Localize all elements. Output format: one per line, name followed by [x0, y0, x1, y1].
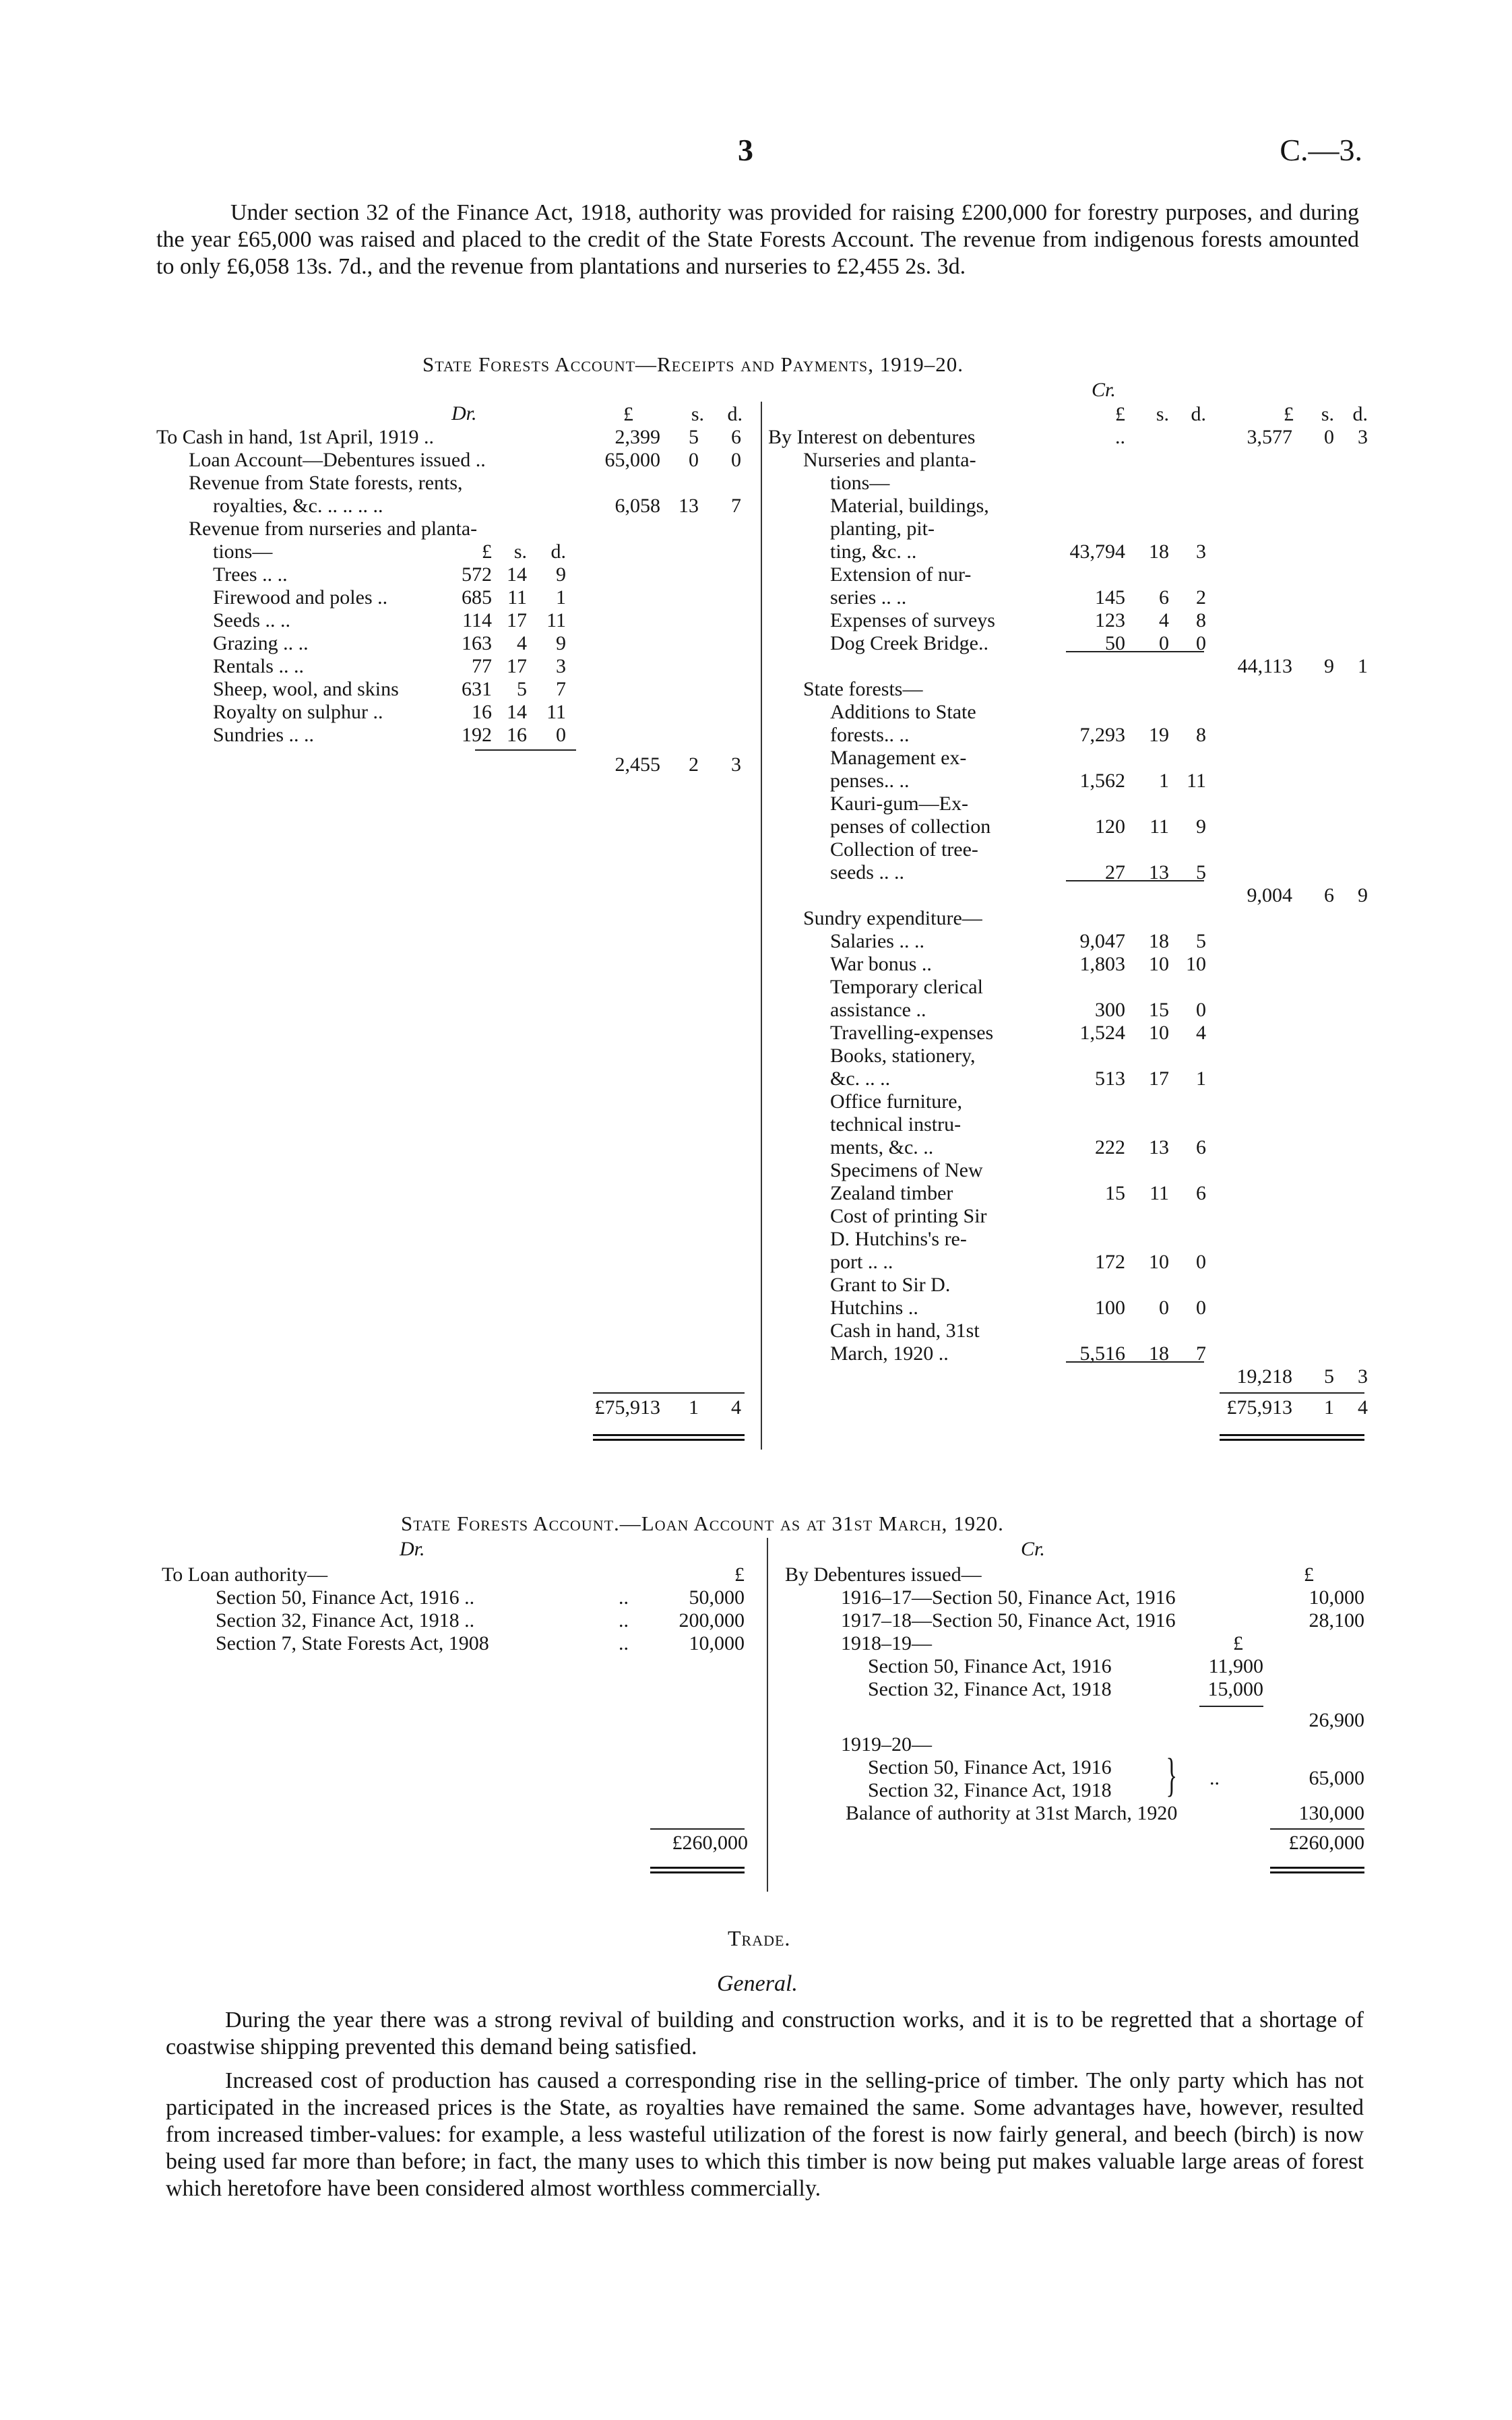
trade-paragraph-2: Increased cost of production has caused a corresponding rise in the selling-price of timber. The only party which has not participated in the increased prices is the State, as royalties have remained the same. Some advantages have, however, resulted from increased timber-values: for example, a less wasteful utilization of the forest is now fairly general, and beech (birch) is now being used far more than before; in fact, the many uses to which this timber is now being put makes valuable large areas of forest which heretofore have been considered almost worthless commercially. [166, 2068, 1364, 2201]
receipts-left-inner-shillings: 17 [507, 609, 527, 631]
receipts-left-total-pence: 4 [731, 1396, 741, 1419]
receipts-left-inner-shillings: 14 [507, 701, 527, 723]
receipts-right-inner-pence: 0 [1196, 1251, 1206, 1273]
receipts-dr-label: Dr. [451, 402, 477, 425]
receipts-right-shillings: 9 [1324, 655, 1334, 677]
receipts-left-inner-pounds: 192 [462, 724, 492, 746]
receipts-right-pence: 3 [1358, 1365, 1368, 1388]
receipts-left-inner-pence: 7 [556, 678, 566, 700]
receipts-right-label: Additions to State [830, 701, 976, 723]
receipts-right-label: penses of collection [830, 815, 991, 838]
receipts-right-inner-shillings: 6 [1159, 586, 1169, 609]
receipts-right-pounds: 9,004 [1247, 884, 1292, 906]
receipts-right-label: Office furniture, [830, 1090, 963, 1113]
receipts-right-label: penses.. .. [830, 770, 910, 792]
receipts-left-inner-shillings: 14 [507, 563, 527, 586]
receipts-right-inner-pence: 8 [1196, 609, 1206, 631]
receipts-left-inner-pence: 3 [556, 655, 566, 677]
receipts-right-inner-shillings: 18 [1149, 930, 1169, 952]
receipts-left-inner-shillings: 5 [517, 678, 527, 700]
receipts-right-label: Zealand timber [830, 1182, 953, 1204]
receipts-right-label: Cash in hand, 31st [830, 1320, 980, 1342]
receipts-right-inner-shilling-header: s. [1156, 403, 1169, 425]
receipts-right-inner-shillings: 10 [1149, 1022, 1169, 1044]
receipts-left-label: Loan Account—Debentures issued .. [189, 449, 486, 471]
receipts-left-inner-pounds: 631 [462, 678, 492, 700]
receipts-right-label: D. Hutchins's re- [830, 1228, 967, 1250]
receipts-right-label: Nurseries and planta- [803, 449, 976, 471]
loan-1918-19: 1918–19— [841, 1632, 932, 1654]
receipts-right-inner-pence: 3 [1196, 540, 1206, 563]
receipts-right-label: Grant to Sir D. [830, 1274, 951, 1296]
receipts-left-inner-pence: 1 [556, 586, 566, 609]
loan-title: State Forests Account.—Loan Account as at 31st March, 1920. [401, 1512, 1004, 1535]
loan-1917-18-amount: 28,100 [1309, 1609, 1364, 1632]
receipts-right-inner-pence: 10 [1186, 953, 1206, 975]
receipts-right-label: Hutchins .. [830, 1297, 918, 1319]
page-number: 3 [738, 133, 753, 167]
receipts-left-subtotal-pence: 3 [731, 753, 741, 776]
receipts-left-pence-header: d. [727, 403, 743, 425]
receipts-right-inner-pounds: 50 [1105, 632, 1125, 654]
receipts-right-pence: 3 [1358, 426, 1368, 448]
receipts-right-pence-header: d. [1352, 403, 1368, 425]
loan-left-item-amount: 50,000 [689, 1586, 745, 1609]
receipts-right-inner-pence: 8 [1196, 724, 1206, 746]
loan-1916-17: 1916–17—Section 50, Finance Act, 1916 [841, 1586, 1176, 1609]
receipts-left-pounds: 65,000 [604, 449, 660, 471]
receipts-right-inner-pounds: 1,803 [1079, 953, 1125, 975]
receipts-right-label: Kauri-gum—Ex- [830, 793, 968, 815]
loan-1919-20-amount: 65,000 [1309, 1767, 1364, 1789]
receipts-right-label: ments, &c. .. [830, 1136, 934, 1158]
receipts-left-shillings: 0 [689, 449, 699, 471]
receipts-right-inner-pence: 0 [1196, 632, 1206, 654]
receipts-right-inner-shillings: 10 [1149, 1251, 1169, 1273]
receipts-right-pounds: 44,113 [1237, 655, 1292, 677]
loan-left-currency: £ [734, 1563, 745, 1586]
loan-left-total: £260,000 [672, 1832, 748, 1854]
receipts-right-shillings: 5 [1324, 1365, 1334, 1388]
receipts-left-shillings: 5 [689, 426, 699, 448]
receipts-right-inner-pounds: 1,524 [1079, 1022, 1125, 1044]
receipts-right-label: Specimens of New [830, 1159, 983, 1181]
receipts-right-double-rule [1220, 1434, 1364, 1441]
receipts-left-pound-header: £ [623, 403, 633, 425]
receipts-left-label: Revenue from nurseries and planta- [189, 518, 478, 540]
receipts-left-inner-pence: d. [550, 540, 566, 563]
receipts-right-label: port .. .. [830, 1251, 893, 1273]
receipts-right-inner-pounds: 5,516 [1079, 1342, 1125, 1365]
loan-cr-label: Cr. [1021, 1538, 1045, 1560]
receipts-left-inner-pounds: 572 [462, 563, 492, 586]
receipts-left-label: Sheep, wool, and skins [213, 678, 399, 700]
receipts-right-inner-pounds: 172 [1095, 1251, 1125, 1273]
receipts-left-label: Grazing .. .. [213, 632, 309, 654]
receipts-left-label: royalties, &c. .. .. .. .. [213, 495, 383, 517]
receipts-right-inner-shillings: 15 [1149, 999, 1169, 1021]
receipts-right-pounds: 3,577 [1247, 426, 1292, 448]
receipts-right-inner-pounds: 300 [1095, 999, 1125, 1021]
loan-left-item: Section 50, Finance Act, 1916 .. [216, 1586, 475, 1609]
loan-right-currency: £ [1304, 1563, 1314, 1586]
receipts-right-inner-shillings: 19 [1149, 724, 1169, 746]
receipts-right-label: assistance .. [830, 999, 926, 1021]
receipts-right-inner-pounds: 15 [1105, 1182, 1125, 1204]
receipts-left-label: Rentals .. .. [213, 655, 304, 677]
receipts-left-inner-rule [475, 749, 576, 751]
trade-subheading: General. [717, 1971, 798, 1996]
loan-1918-19-s50: Section 50, Finance Act, 1916 [868, 1655, 1112, 1677]
receipts-right-inner-pounds: 513 [1095, 1067, 1125, 1090]
receipts-right-pounds: 19,218 [1236, 1365, 1292, 1388]
receipts-right-label: By Interest on debentures [768, 426, 976, 448]
receipts-right-inner-shillings: 13 [1149, 1136, 1169, 1158]
receipts-right-inner-pence: 7 [1196, 1342, 1206, 1365]
receipts-left-label: tions— [213, 540, 273, 563]
receipts-left-label: To Cash in hand, 1st April, 1919 .. [156, 426, 435, 448]
receipts-cr-label: Cr. [1092, 379, 1116, 401]
receipts-left-inner-pounds: 114 [462, 609, 492, 631]
receipts-right-inner-pence: 4 [1196, 1022, 1206, 1044]
receipts-right-shillings: 0 [1324, 426, 1334, 448]
loan-left-heading: To Loan authority— [162, 1563, 328, 1586]
receipts-right-inner-pence: 2 [1196, 586, 1206, 609]
receipts-right-inner-pence: 5 [1196, 930, 1206, 952]
loan-right-heading: By Debentures issued— [785, 1563, 982, 1586]
loan-1918-19-currency: £ [1233, 1632, 1243, 1654]
receipts-right-label: Salaries .. .. [830, 930, 924, 952]
loan-left-total-rule [650, 1828, 745, 1830]
receipts-left-shilling-header: s. [691, 403, 704, 425]
loan-right-total-rule [1270, 1828, 1364, 1830]
receipts-left-inner-pounds: 16 [472, 701, 492, 723]
receipts-right-inner-shillings: 0 [1159, 632, 1169, 654]
loan-left-item-dots: .. [619, 1609, 629, 1632]
receipts-right-label: Cost of printing Sir [830, 1205, 987, 1227]
receipts-right-label: Dog Creek Bridge.. [830, 632, 988, 654]
receipts-left-inner-pounds: 77 [472, 655, 492, 677]
receipts-right-total-pence: 4 [1358, 1396, 1368, 1419]
receipts-right-inner-pounds: 27 [1105, 861, 1125, 883]
receipts-right-inner-pound-header: £ [1115, 403, 1125, 425]
receipts-right-label: ting, &c. .. [830, 540, 917, 563]
receipts-right-inner-pence: 0 [1196, 999, 1206, 1021]
loan-1918-19-rule [1199, 1706, 1263, 1707]
receipts-right-pence: 1 [1358, 655, 1368, 677]
trade-heading: Trade. [728, 1926, 791, 1950]
receipts-left-total-pounds: £75,913 [594, 1396, 660, 1419]
receipts-right-inner-pounds: 120 [1095, 815, 1125, 838]
receipts-right-inner-pence-header: d. [1191, 403, 1206, 425]
receipts-right-inner-pounds: 145 [1095, 586, 1125, 609]
receipts-right-label: Management ex- [830, 747, 967, 769]
loan-dr-label: Dr. [400, 1538, 425, 1560]
receipts-left-pence: 7 [731, 495, 741, 517]
receipts-right-inner-shillings: 11 [1149, 1182, 1169, 1204]
receipts-right-label: Extension of nur- [830, 563, 972, 586]
receipts-right-label: Expenses of surveys [830, 609, 995, 631]
receipts-left-inner-shillings: s. [513, 540, 527, 563]
receipts-right-inner-shillings: 17 [1149, 1067, 1169, 1090]
loan-left-double-rule [650, 1867, 745, 1873]
receipts-right-label: Sundry expenditure— [803, 907, 982, 929]
receipts-right-total-pounds: £75,913 [1226, 1396, 1292, 1419]
loan-left-item: Section 32, Finance Act, 1918 .. [216, 1609, 475, 1632]
loan-right-double-rule [1270, 1867, 1364, 1873]
receipts-divider [761, 402, 762, 1450]
receipts-right-inner-pounds: 9,047 [1079, 930, 1125, 952]
receipts-right-total-rule [1220, 1392, 1364, 1394]
receipts-right-label: seeds .. .. [830, 861, 904, 883]
receipts-right-inner-shillings: 18 [1149, 540, 1169, 563]
receipts-right-inner-shillings: 0 [1159, 1297, 1169, 1319]
receipts-left-total-shillings: 1 [689, 1396, 699, 1419]
document-code: C.—3. [1280, 133, 1362, 167]
loan-balance-amount: 130,000 [1298, 1802, 1364, 1824]
receipts-left-label: Firewood and poles .. [213, 586, 388, 609]
receipts-left-label: Revenue from State forests, rents, [189, 472, 463, 494]
receipts-left-subtotal-pounds: 2,455 [615, 753, 660, 776]
receipts-right-label: Collection of tree- [830, 838, 978, 861]
receipts-left-label: Sundries .. .. [213, 724, 314, 746]
receipts-right-inner-pence: 1 [1196, 1067, 1206, 1090]
receipts-right-shillings: 6 [1324, 884, 1334, 906]
receipts-right-inner-pence: 6 [1196, 1136, 1206, 1158]
receipts-right-label: forests.. .. [830, 724, 910, 746]
loan-left-item: Section 7, State Forests Act, 1908 [216, 1632, 489, 1654]
receipts-right-label: &c. .. .. [830, 1067, 891, 1090]
loan-balance-label: Balance of authority at 31st March, 1920 [846, 1802, 1178, 1824]
receipts-right-label: March, 1920 .. [830, 1342, 949, 1365]
receipts-right-inner-pounds: 43,794 [1069, 540, 1125, 563]
receipts-right-label: tions— [830, 472, 890, 494]
loan-1918-19-total: 26,900 [1309, 1709, 1364, 1731]
receipts-left-pounds: 6,058 [615, 495, 660, 517]
loan-1919-20-brace: } [1166, 1749, 1178, 1801]
receipts-left-double-rule [593, 1434, 745, 1441]
loan-1919-20-dots: .. [1209, 1767, 1220, 1789]
receipts-left-label: Seeds .. .. [213, 609, 290, 631]
receipts-right-total-shillings: 1 [1324, 1396, 1334, 1419]
receipts-right-inner-pounds: 222 [1095, 1136, 1125, 1158]
trade-paragraph-1: During the year there was a strong revival of building and construction works, and it is to be regretted that a shortage of coastwise shipping prevented this demand being satisfied. [166, 2008, 1364, 2059]
receipts-right-label: planting, pit- [830, 518, 935, 540]
receipts-left-total-rule [593, 1392, 745, 1394]
receipts-right-inner-pounds: 7,293 [1079, 724, 1125, 746]
loan-1919-20: 1919–20— [841, 1733, 932, 1756]
loan-right-total: £260,000 [1288, 1832, 1364, 1854]
loan-1918-19-s32-amount: 15,000 [1207, 1678, 1263, 1700]
loan-1918-19-s32: Section 32, Finance Act, 1918 [868, 1678, 1112, 1700]
receipts-right-pound-header: £ [1284, 403, 1294, 425]
loan-1919-20-s50: Section 50, Finance Act, 1916 [868, 1756, 1112, 1778]
receipts-right-inner-shillings: 18 [1149, 1342, 1169, 1365]
intro-paragraph: Under section 32 of the Finance Act, 1918, authority was provided for raising £200,000 for forestry purposes, and during the year £65,000 was raised and placed to the credit of the State Forests Account. The revenue from indigenous forests amounted to only £6,058 13s. 7d., and the revenue from plantations and nurseries to £2,455 2s. 3d. [156, 200, 1359, 279]
receipts-right-inner-shillings: 11 [1149, 815, 1169, 838]
receipts-right-inner-pence: 0 [1196, 1297, 1206, 1319]
receipts-right-label: Temporary clerical [830, 976, 983, 998]
receipts-left-inner-pounds: 685 [462, 586, 492, 609]
receipts-right-pence: 9 [1358, 884, 1368, 906]
receipts-left-subtotal-shillings: 2 [689, 753, 699, 776]
receipts-right-inner-pounds: 1,562 [1079, 770, 1125, 792]
receipts-left-inner-pounds: £ [482, 540, 492, 563]
receipts-left-inner-pence: 0 [556, 724, 566, 746]
loan-left-item-dots: .. [619, 1632, 629, 1654]
receipts-left-inner-pence: 9 [556, 632, 566, 654]
receipts-right-label: Books, stationery, [830, 1045, 976, 1067]
loan-1917-18: 1917–18—Section 50, Finance Act, 1916 [841, 1609, 1176, 1632]
receipts-left-inner-shillings: 11 [507, 586, 527, 609]
receipts-right-inner-rule [1066, 1361, 1204, 1363]
receipts-left-inner-pence: 11 [546, 609, 566, 631]
receipts-left-inner-shillings: 17 [507, 655, 527, 677]
receipts-left-inner-pence: 9 [556, 563, 566, 586]
receipts-right-inner-shillings: 10 [1149, 953, 1169, 975]
receipts-left-label: Royalty on sulphur .. [213, 701, 383, 723]
receipts-right-inner-shillings: 1 [1159, 770, 1169, 792]
receipts-left-shillings: 13 [679, 495, 699, 517]
receipts-left-pence: 6 [731, 426, 741, 448]
receipts-right-inner-shillings: 13 [1149, 861, 1169, 883]
receipts-left-inner-pounds: 163 [462, 632, 492, 654]
receipts-left-label: Trees .. .. [213, 563, 288, 586]
receipts-left-inner-shillings: 4 [517, 632, 527, 654]
receipts-right-inner-pence: 9 [1196, 815, 1206, 838]
receipts-right-inner-rule [1066, 651, 1204, 652]
receipts-right-label: Material, buildings, [830, 495, 989, 517]
loan-divider [767, 1538, 768, 1892]
receipts-right-label: War bonus .. [830, 953, 932, 975]
loan-left-item-dots: .. [619, 1586, 629, 1609]
receipts-right-inner-pence: 11 [1187, 770, 1206, 792]
receipts-right-label: Travelling-expenses [830, 1022, 994, 1044]
receipts-right-shilling-header: s. [1321, 403, 1334, 425]
receipts-right-inner-shillings: 4 [1159, 609, 1169, 631]
loan-1919-20-s32: Section 32, Finance Act, 1918 [868, 1779, 1112, 1801]
receipts-right-label: series .. .. [830, 586, 907, 609]
receipts-right-inner-pence: 5 [1196, 861, 1206, 883]
receipts-right-inner-pounds: 123 [1095, 609, 1125, 631]
receipts-right-inner-pounds: .. [1115, 426, 1125, 448]
loan-left-item-amount: 10,000 [689, 1632, 745, 1654]
receipts-right-label: technical instru- [830, 1113, 962, 1136]
receipts-left-pounds: 2,399 [615, 426, 660, 448]
receipts-left-inner-pence: 11 [546, 701, 566, 723]
receipts-right-inner-rule [1066, 880, 1204, 881]
loan-left-item-amount: 200,000 [679, 1609, 745, 1632]
receipts-right-label: State forests— [803, 678, 923, 700]
receipts-right-inner-pence: 6 [1196, 1182, 1206, 1204]
loan-1916-17-amount: 10,000 [1309, 1586, 1364, 1609]
receipts-right-inner-pounds: 100 [1095, 1297, 1125, 1319]
receipts-left-pence: 0 [731, 449, 741, 471]
receipts-left-inner-shillings: 16 [507, 724, 527, 746]
loan-1918-19-s50-amount: 11,900 [1208, 1655, 1263, 1677]
receipts-title: State Forests Account—Receipts and Payments, 1919–20. [422, 352, 964, 376]
